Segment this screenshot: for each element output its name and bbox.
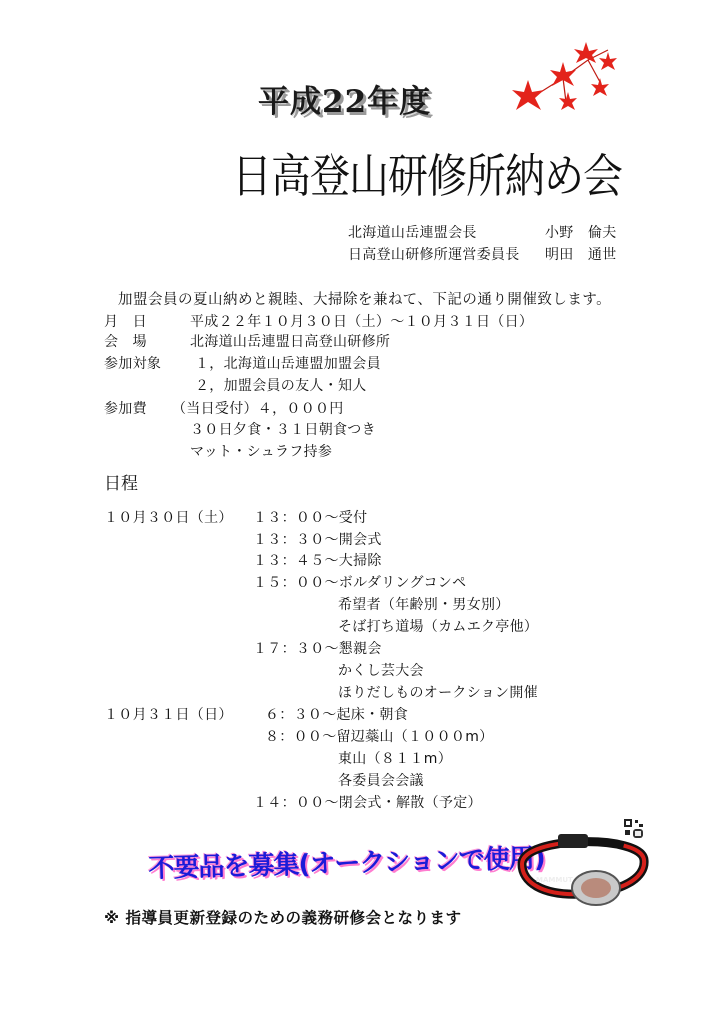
organizer-role-2: 日高登山研修所運営委員長 [348,247,520,263]
headlamp-image [512,826,652,908]
date-value: 平成２２年１０月３０日（土）～１０月３１日（日） [190,314,534,330]
target-item-1: １，北海道山岳連盟加盟会員 [195,356,381,372]
schedule-subitem: かくし芸大会 [338,663,424,679]
fee-note-2: マット・シュラフ持参 [190,444,333,460]
intro-text: 加盟会員の夏山納めと親睦、大掃除を兼ねて、下記の通り開催致します。 [118,292,612,308]
schedule-item: １３：００～受付 [253,510,368,526]
schedule-subitem: 希望者（年齢別・男女別） [338,597,510,613]
year-title: 平成22年度 [258,84,432,120]
schedule-subitem: そば打ち道場（カムエク亭他） [338,619,539,635]
schedule-subitem: ほりだしものオークション開催 [338,685,538,701]
schedule-item: ６：３０～起床・朝食 [265,707,408,723]
schedule-item: １３：３０～開会式 [253,532,382,548]
recruit-banner: 不要品を募集(オークションで使用) [148,843,546,884]
schedule-subitem: 各委員会会議 [338,773,424,789]
schedule-subitem: 東山（８１１m） [338,751,453,767]
schedule-item: １７：３０～懇親会 [253,641,382,657]
organizer-role-1: 北海道山岳連盟会長 [348,225,477,241]
fee-note-1: ３０日夕食・３１日朝食つき [190,422,376,438]
schedule-heading: 日程 [104,474,138,494]
maple-leaves-icon [508,40,618,115]
day1-label: １０月３０日（土） [104,510,233,526]
venue-value: 北海道山岳連盟日高登山研修所 [190,334,391,350]
organizer-name-2: 明田 通世 [545,247,617,263]
schedule-item: １５：００～ボルダリングコンペ [253,575,467,591]
venue-label: 会 場 [104,334,147,350]
fee-label: 参加費 [104,401,147,417]
date-label: 月 日 [104,314,147,330]
target-item-2: ２，加盟会員の友人・知人 [195,378,367,394]
target-label: 参加対象 [104,356,162,372]
day2-label: １０月３１日（日） [104,707,233,723]
fee-value: （当日受付）４，０００円 [172,401,344,417]
schedule-item: ８：００～留辺蘂山（１０００m） [265,729,494,745]
schedule-item: １４：００～閉会式・解散（予定） [253,795,482,811]
page-title: 日高登山研修所納め会 [232,150,622,204]
organizer-name-1: 小野 倫夫 [545,225,617,241]
headlamp-brand-text: MAMMUT [536,876,573,884]
footnote: ※ 指導員更新登録のための義務研修会となります [104,909,462,927]
schedule-item: １３：４５～大掃除 [253,553,382,569]
